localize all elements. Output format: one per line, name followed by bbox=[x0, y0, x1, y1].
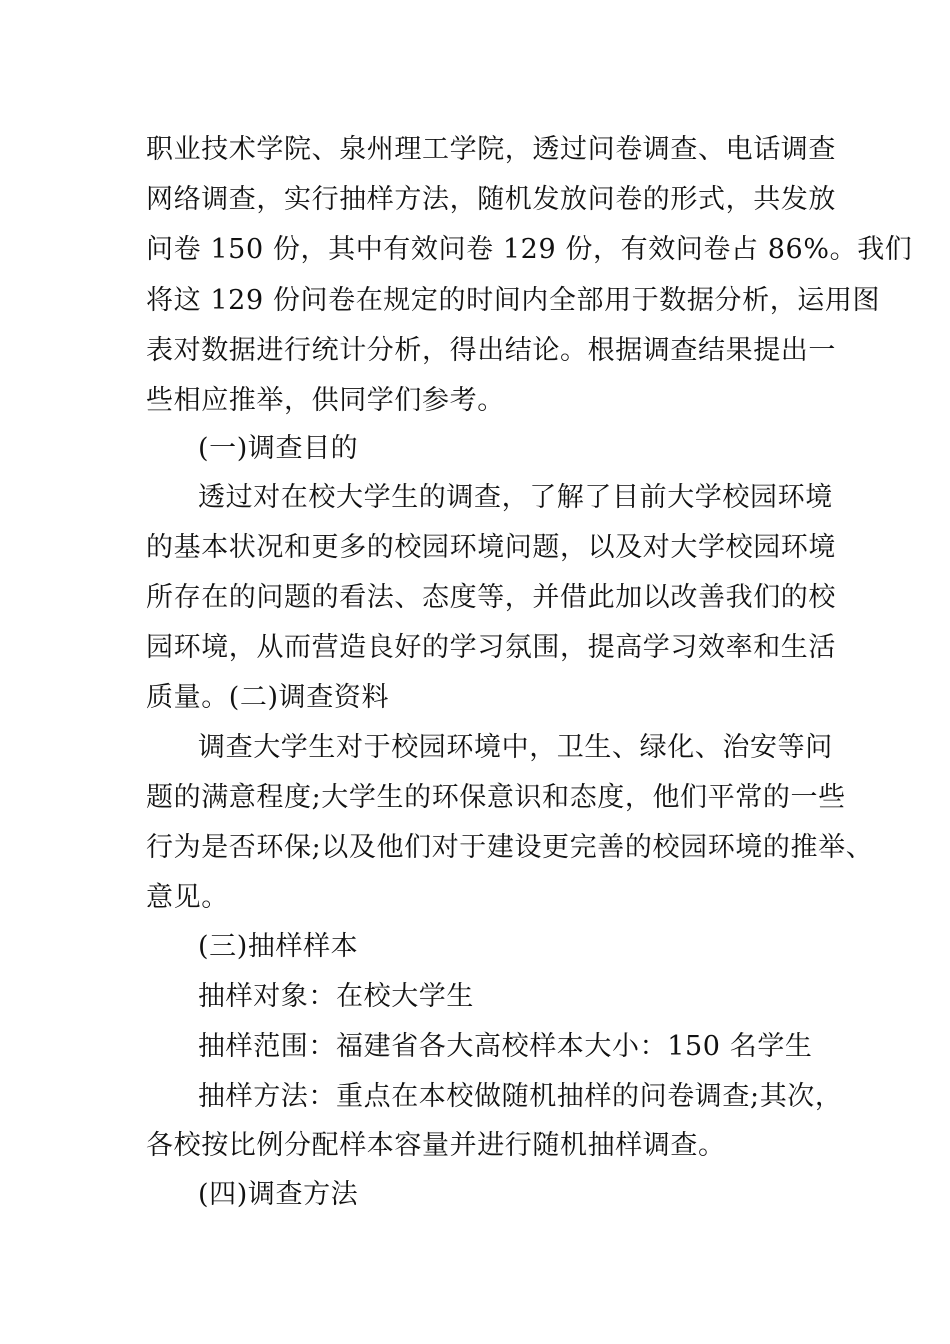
text-line: 些相应推举，供同学们参考。 bbox=[146, 385, 505, 416]
text-line: 题的满意程度;大学生的环保意识和态度，他们平常的一些 bbox=[146, 782, 846, 813]
text-line: 问卷 150 份，其中有效问卷 129 份，有效问卷占 86%。我们 bbox=[146, 234, 913, 265]
text-line: 将这 129 份问卷在规定的时间内全部用于数据分析，运用图 bbox=[146, 285, 881, 316]
text-line: 的基本状况和更多的校园环境问题，以及对大学校园环境 bbox=[146, 532, 836, 563]
text-line: 所存在的问题的看法、态度等，并借此加以改善我们的校 bbox=[146, 582, 836, 613]
text-line: 意见。 bbox=[146, 882, 229, 913]
text-line: 抽样对象：在校大学生 bbox=[198, 981, 474, 1012]
text-line: 职业技术学院、泉州理工学院，透过问卷调查、电话调查 bbox=[146, 134, 836, 165]
text-line: 调查大学生对于校园环境中，卫生、绿化、治安等问 bbox=[198, 732, 833, 763]
text-line: 抽样方法：重点在本校做随机抽样的问卷调查;其次， bbox=[198, 1081, 843, 1112]
section-heading: (一)调查目的 bbox=[198, 433, 359, 464]
text-line: 质量。(二)调查资料 bbox=[146, 682, 390, 713]
text-line: 表对数据进行统计分析，得出结论。根据调查结果提出一 bbox=[146, 335, 836, 366]
text-line: 行为是否环保;以及他们对于建设更完善的校园环境的推举、 bbox=[146, 832, 874, 863]
text-line: 各校按比例分配样本容量并进行随机抽样调查。 bbox=[146, 1130, 726, 1161]
section-heading: (四)调查方法 bbox=[198, 1179, 359, 1210]
text-line: 园环境，从而营造良好的学习氛围，提高学习效率和生活 bbox=[146, 632, 836, 663]
section-heading: (三)抽样样本 bbox=[198, 931, 359, 962]
text-line: 透过对在校大学生的调查，了解了目前大学校园环境 bbox=[198, 482, 833, 513]
text-line: 网络调查，实行抽样方法，随机发放问卷的形式，共发放 bbox=[146, 184, 836, 215]
text-line: 抽样范围：福建省各大高校样本大小：150 名学生 bbox=[198, 1031, 813, 1062]
